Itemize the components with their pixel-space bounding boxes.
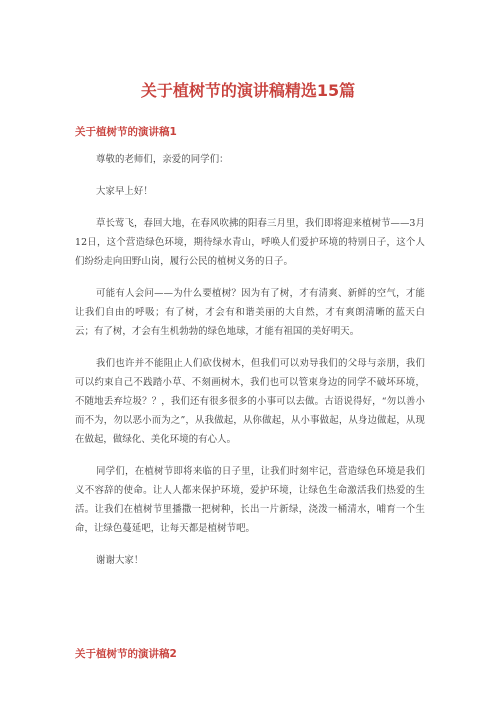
section-heading-2: 关于植树节的演讲稿2 xyxy=(75,648,177,660)
paragraph-3: 我们也许并不能阻止人们砍伐树木，但我们可以劝导我们的父母与亲朋，我们可以约束自己不践踏小草、不刻画树木，我们也可以管束身边的同学不破坏环境，不随地丢弃垃圾？？，我们还有很多很多的小事可以去做。古语说得好，“勿以善小而不为，勿以恶小而为之”，从我做起，从你做起，从小事做起，从身边做起，从现在做起，做绿化、美化环境的有心人。 xyxy=(75,358,425,445)
document-title: 关于植树节的演讲稿精选15篇 xyxy=(140,81,356,100)
paragraph-greeting: 大家早上好！ xyxy=(96,186,153,197)
paragraph-2: 可能有人会问——为什么要植树？因为有了树，才有清爽、新鲜的空气，才能让我们自由的呼吸；有了树，才会有和谐美丽的大自然，才有爽朗清晰的蓝天白云；有了树，才会有生机勃勃的绿色地球，才能有祖国的美好明天。 xyxy=(75,288,425,337)
section-heading-1: 关于植树节的演讲稿1 xyxy=(75,126,177,138)
paragraph-salutation: 尊敬的老师们，亲爱的同学们： xyxy=(96,154,229,165)
paragraph-1: 草长莺飞，春回大地，在春风吹拂的阳春三月里，我们即将迎来植树节——3月12日，这个营造绿色环境，期待绿水青山，呼唤人们爱护环境的特别日子，这个人们纷纷走向田野山岗，履行公民的植树义务的日子。 xyxy=(75,218,425,267)
paragraph-closing: 谢谢大家！ xyxy=(96,555,144,566)
paragraph-4: 同学们，在植树节即将来临的日子里，让我们时刻牢记，营造绿色环境是我们义不容辞的使命。让人人都来保护环境，爱护环境，让绿色生命激活我们热爱的生活。让我们在植树节里播撒一把树种，长出一片新绿，浇泼一桶清水，哺育一个生命，让绿色蔓延吧，让每天都是植树节吧。 xyxy=(75,466,425,534)
section-1-body xyxy=(75,150,425,583)
